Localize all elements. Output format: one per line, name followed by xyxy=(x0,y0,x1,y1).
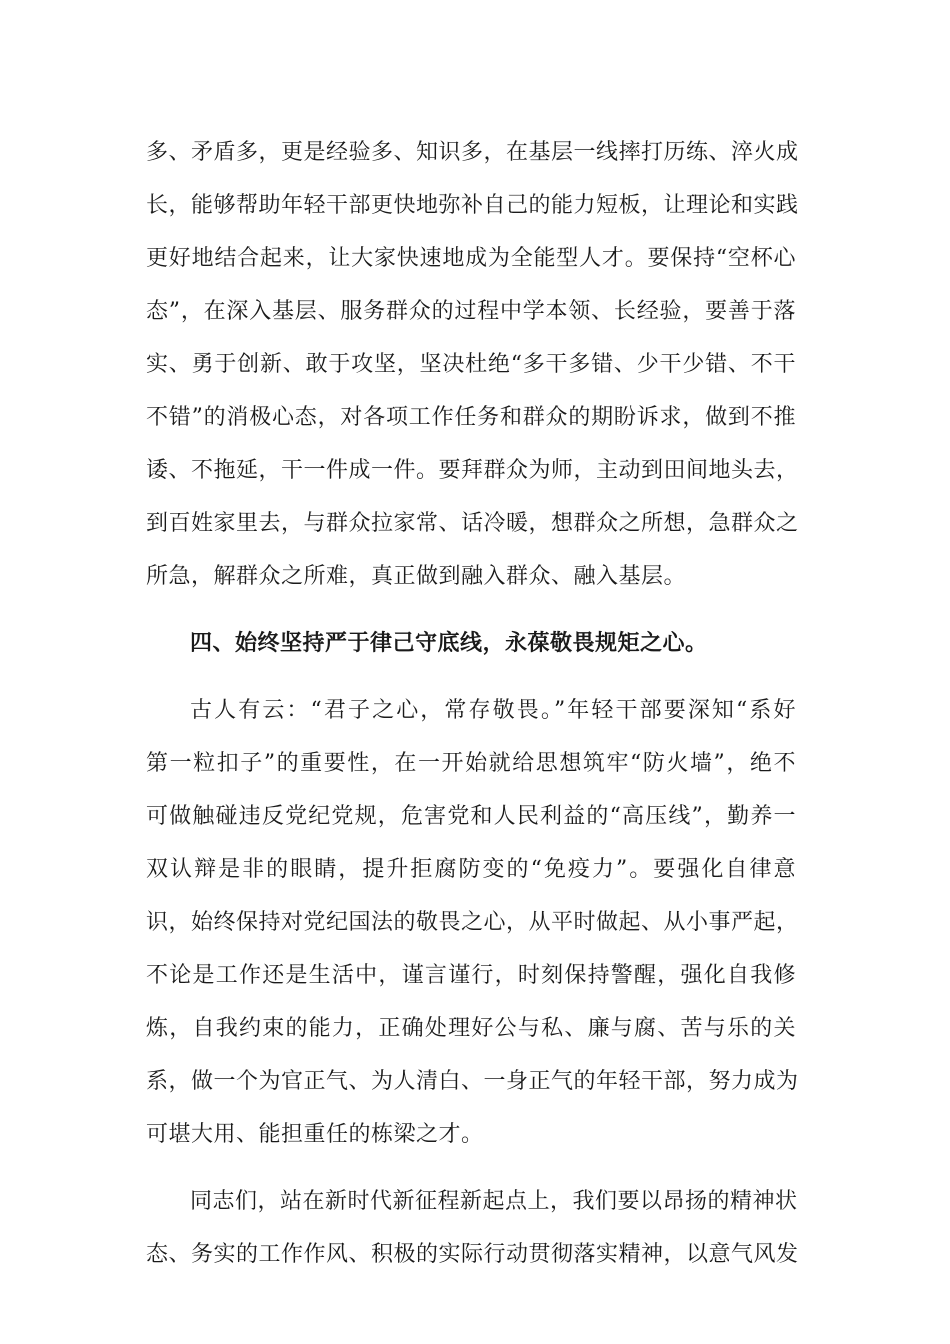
text-line: 不错”的消极心态，对各项工作任务和群众的期盼诉求，做到不推 xyxy=(146,405,796,430)
document-body xyxy=(146,126,799,1281)
paragraph-spacer xyxy=(146,603,796,617)
section-heading: 四、始终坚持严于律己守底线，永葆敬畏规矩之心。 xyxy=(190,630,708,656)
text-line: 长，能够帮助年轻干部更快地弥补自己的能力短板，让理论和实践 xyxy=(146,193,799,218)
text-line: 更好地结合起来，让大家快速地成为全能型人才。要保持“空杯心 xyxy=(146,246,796,271)
text-line: 态”，在深入基层、服务群众的过程中学本领、长经验，要善于落 xyxy=(146,299,796,324)
text-line: 识，始终保持对党纪国法的敬畏之心，从平时做起、从小事严起， xyxy=(146,910,799,935)
text-line: 诿、不拖延，干一件成一件。要拜群众为师，主动到田间地头去， xyxy=(146,458,799,483)
text-line: 可做触碰违反党纪党规，危害党和人民利益的“高压线”，勤养一 xyxy=(146,804,796,829)
paragraph-spacer xyxy=(146,1161,796,1175)
text-line: 实、勇于创新、敢于攻坚，坚决杜绝“多干多错、少干少错、不干 xyxy=(146,352,796,377)
text-line: 不论是工作还是生活中，谨言谨行，时刻保持警醒，强化自我修 xyxy=(146,963,796,988)
text-line: 系，做一个为官正气、为人清白、一身正气的年轻干部，努力成为 xyxy=(146,1069,799,1094)
text-line: 古人有云：“君子之心，常存敬畏。”年轻干部要深知“系好 xyxy=(190,698,796,723)
text-line: 炼，自我约束的能力，正确处理好公与私、廉与腐、苦与乐的关 xyxy=(146,1016,796,1041)
paragraph-continuation xyxy=(146,126,799,603)
paragraph-closing xyxy=(146,1175,799,1281)
text-line: 第一粒扣子”的重要性，在一开始就给思想筑牢“防火墙”，绝不 xyxy=(146,751,796,776)
text-line: 同志们，站在新时代新征程新起点上，我们要以昂扬的精神状 xyxy=(190,1189,798,1214)
paragraph-spacer xyxy=(146,670,796,684)
text-line: 可堪大用、能担重任的栋梁之才。 xyxy=(146,1122,484,1147)
paragraph-discipline xyxy=(146,684,799,1161)
text-line: 多、矛盾多，更是经验多、知识多，在基层一线摔打历练、淬火成 xyxy=(146,140,799,165)
text-line: 态、务实的工作作风、积极的实际行动贯彻落实精神，以意气风发 xyxy=(146,1242,799,1267)
text-line: 所急，解群众之所难，真正做到融入群众、融入基层。 xyxy=(146,564,687,589)
text-line: 双认辩是非的眼睛，提升拒腐防变的“免疫力”。要强化自律意 xyxy=(146,857,796,882)
text-line: 到百姓家里去，与群众拉家常、话冷暖，想群众之所想，急群众之 xyxy=(146,511,799,536)
